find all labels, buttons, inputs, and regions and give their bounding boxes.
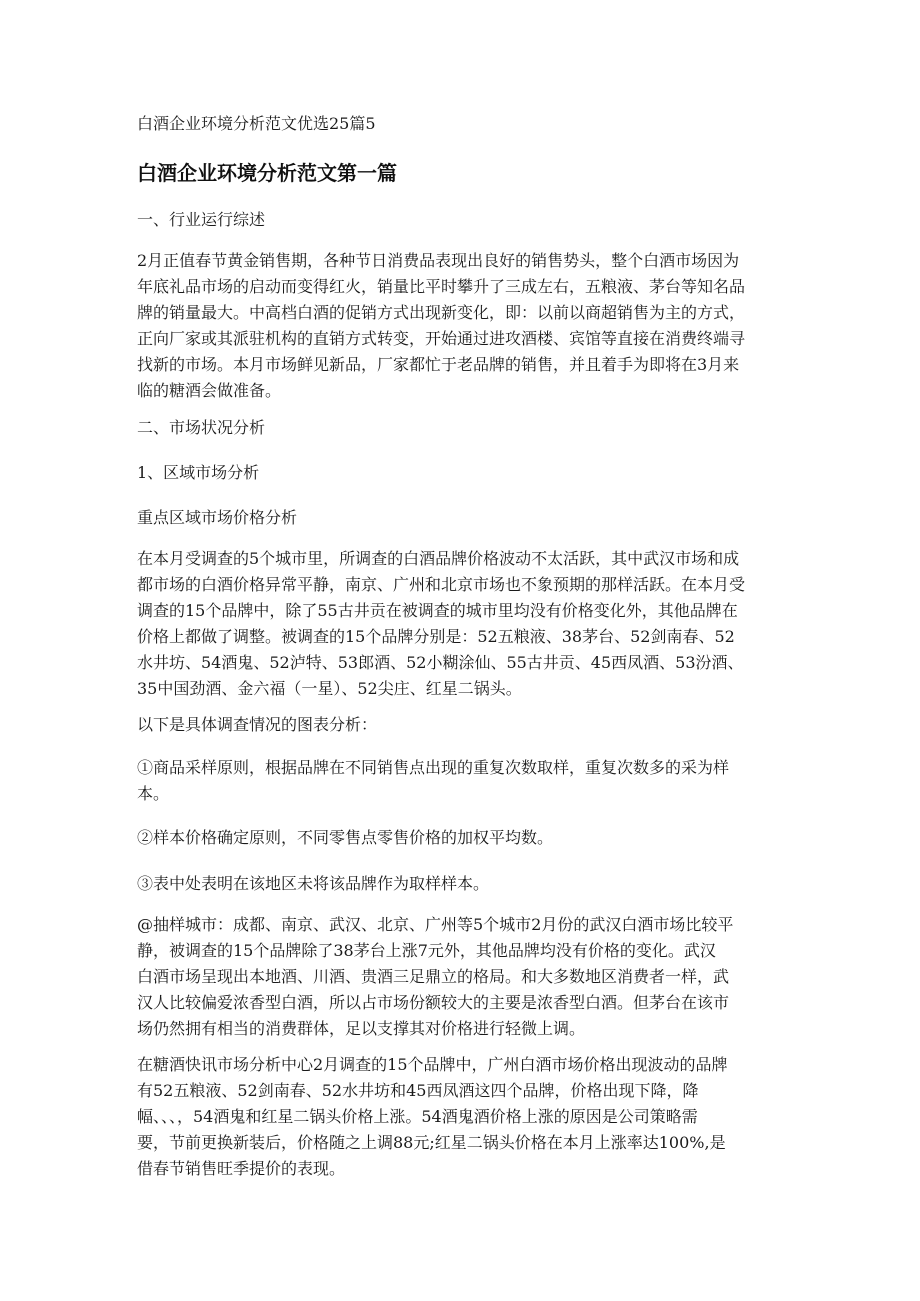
note-table-marker: ③表中处表明在该地区未将该品牌作为取样样本。 [137, 874, 490, 893]
text-line: 有52五粮液、52剑南春、52水井坊和45西凤酒这四个品牌，价格出现下降，降 [137, 1081, 699, 1100]
note-sampling-principle [137, 755, 787, 807]
paragraph-price-analysis [137, 546, 787, 702]
text-line: @抽样城市：成都、南京、武汉、北京、广州等5个城市2月份的武汉白酒市场比较平 [137, 915, 734, 934]
text-line: 35中国劲酒、金六福（一星）、52尖庄、红星二锅头。 [137, 679, 522, 698]
text-line: 要，节前更换新装后，价格随之上调88元;红星二锅头价格在本月上涨率达100%,是 [137, 1133, 726, 1152]
text-line: 幅、、、，54酒鬼和红星二锅头价格上涨。54酒鬼酒价格上涨的原因是公司策略需 [137, 1107, 698, 1126]
subheading-regional-market: 1、区域市场分析 [137, 463, 260, 482]
paragraph-guangzhou-market [137, 1052, 787, 1182]
document-title: 白酒企业环境分析范文优选25篇5 [137, 114, 376, 133]
text-line: 场仍然拥有相当的消费群体，足以支撑其对价格进行轻微上调。 [137, 1019, 586, 1038]
text-line: 水井坊、54酒鬼、52泸特、53郎酒、52小糊涂仙、55古井贡、45西凤酒、53汾酒、 [137, 653, 744, 672]
paragraph-industry-overview [137, 248, 787, 404]
text-line: 正向厂家或其派驻机构的直销方式转变，开始通过进攻酒楼、宾馆等直接在消费终端寻 [137, 329, 746, 348]
text-line: 在糖酒快讯市场分析中心2月调查的15个品牌中，广州白酒市场价格出现波动的品牌 [137, 1055, 728, 1074]
text-line: 调查的15个品牌中，除了55古井贡在被调查的城市里均没有价格变化外，其他品牌在 [137, 601, 738, 620]
text-line: 汉人比较偏爱浓香型白酒，所以占市场份额较大的主要是浓香型白酒。但茅台在该市 [137, 993, 730, 1012]
text-line: 牌的销量最大。中高档白酒的促销方式出现新变化，即：以前以商超销售为主的方式， [137, 303, 746, 322]
section-heading-market-analysis: 二、市场状况分析 [137, 418, 266, 437]
text-line: 都市场的白酒价格异常平静，南京、广州和北京市场也不象预期的那样活跃。在本月受 [137, 575, 746, 594]
text-line: 白酒市场呈现出本地酒、川酒、贵酒三足鼎立的格局。和大多数地区消费者一样，武 [137, 967, 730, 986]
text-line: 找新的市场。本月市场鲜见新品，厂家都忙于老品牌的销售，并且着手为即将在3月来 [137, 355, 740, 374]
text-line: 2月正值春节黄金销售期，各种节日消费品表现出良好的销售势头，整个白酒市场因为 [137, 251, 740, 270]
text-line: ①商品采样原则，根据品牌在不同销售点出现的重复次数取样，重复次数多的采为样 [137, 758, 730, 777]
note-price-principle: ②样本价格确定原则，不同零售点零售价格的加权平均数。 [137, 828, 554, 847]
text-line: 价格上都做了调整。被调查的15个品牌分别是：52五粮液、38茅台、52剑南春、52 [137, 627, 735, 646]
article-heading: 白酒企业环境分析范文第一篇 [137, 161, 397, 185]
text-line: 临的糖酒会做准备。 [137, 381, 282, 400]
text-line: 静，被调查的15个品牌除了38茅台上涨7元外，其他品牌均没有价格的变化。武汉 [137, 941, 716, 960]
text-line: 本。 [137, 784, 170, 803]
text-line: 年底礼品市场的启动而变得红火，销量比平时攀升了三成左右，五粮液、茅台等知名品 [137, 277, 746, 296]
paragraph-chart-intro: 以下是具体调查情况的图表分析： [137, 715, 378, 734]
text-line: 在本月受调查的5个城市里，所调查的白酒品牌价格波动不太活跃，其中武汉市场和成 [137, 549, 740, 568]
text-line: 借春节销售旺季提价的表现。 [137, 1159, 346, 1178]
subheading-price-analysis: 重点区域市场价格分析 [137, 508, 298, 527]
paragraph-wuhan-market [137, 912, 787, 1042]
section-heading-industry-overview: 一、行业运行综述 [137, 210, 266, 229]
